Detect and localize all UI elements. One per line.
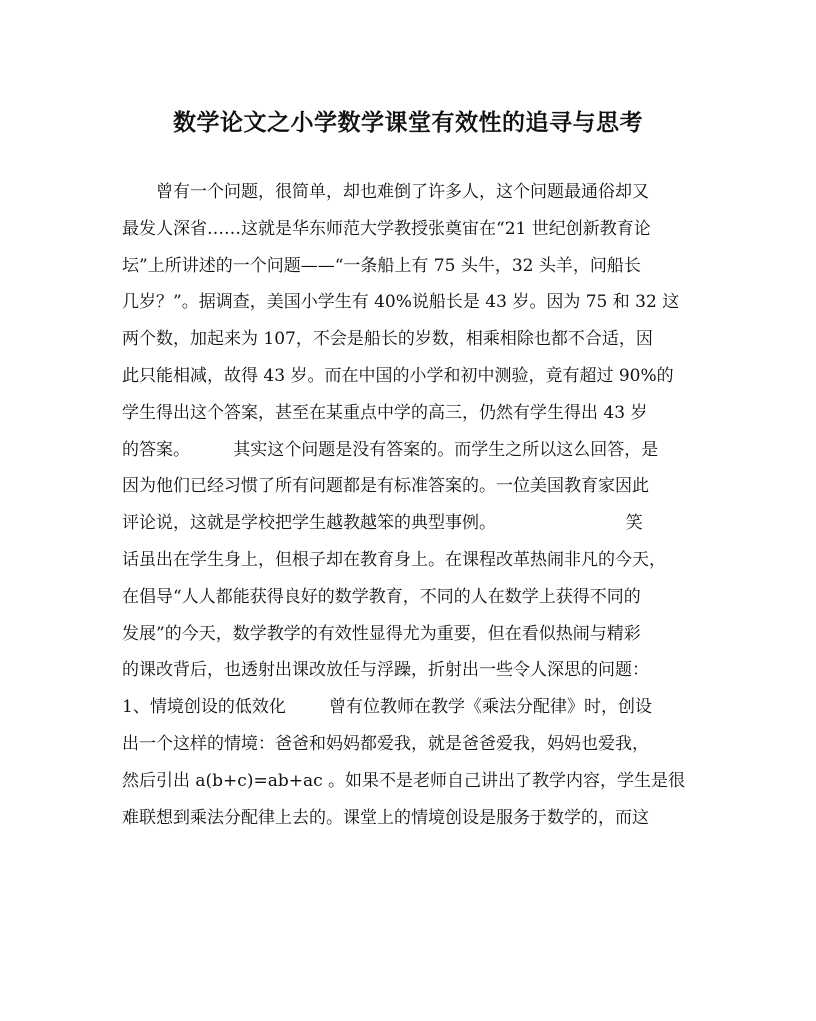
body-line xyxy=(122,174,697,211)
body-line xyxy=(122,211,697,248)
body-line xyxy=(122,800,697,837)
document-body xyxy=(122,174,697,924)
body-line xyxy=(122,689,697,726)
body-line xyxy=(122,579,697,616)
body-line xyxy=(122,468,697,505)
body-line-text: 此只能相减，故得 43 岁。而在中国的小学和初中测验，竟有超过 90%的 xyxy=(122,365,674,386)
body-line xyxy=(122,763,697,800)
body-line xyxy=(122,505,697,542)
body-line xyxy=(122,616,697,653)
body-line-text: 坛”上所讲述的一个问题——“一条船上有 75 头牛，32 头羊，问船长 xyxy=(122,255,641,276)
body-line xyxy=(122,358,697,395)
body-line-text: 两个数，加起来为 107，不会是船长的岁数，相乘相除也都不合适，因 xyxy=(122,329,653,350)
body-line-text: 的答案。 其实这个问题是没有答案的。而学生之所以这么回答，是 xyxy=(122,439,659,460)
body-line-text: 曾有一个问题，很简单，却也难倒了许多人，这个问题最通俗却又 xyxy=(156,182,649,202)
body-line-text: 学生得出这个答案，甚至在某重点中学的高三，仍然有学生得出 43 岁 xyxy=(122,402,648,423)
body-line-text: 然后引出 a(b+c)=ab+ac 。如果不是老师自己讲出了教学内容，学生是很 xyxy=(122,770,686,791)
body-line-text: 的课改背后，也透射出课改放任与浮躁，折射出一些令人深思的问题： xyxy=(122,660,649,681)
body-line-text: 评论说，这就是学校把学生越教越笨的典型事例。 笑 xyxy=(122,513,643,534)
body-line xyxy=(122,542,697,579)
body-line-text: 话虽出在学生身上，但根子却在教育身上。在课程改革热闹非凡的今天， xyxy=(122,549,666,570)
body-line xyxy=(122,248,697,285)
body-line xyxy=(122,652,697,689)
body-line-text: 发展”的今天，数学教学的有效性显得尤为重要，但在看似热闹与精彩 xyxy=(122,623,641,644)
body-line xyxy=(122,284,697,321)
body-line-text: 难联想到乘法分配律上去的。课堂上的情境创设是服务于数学的，而这 xyxy=(122,807,649,828)
body-line xyxy=(122,395,697,432)
document-title: 数学论文之小学数学课堂有效性的追寻与思考 xyxy=(173,109,643,136)
body-line-text: 因为他们已经习惯了所有问题都是有标准答案的。一位美国教育家因此 xyxy=(122,476,649,497)
body-line xyxy=(122,726,697,763)
body-line xyxy=(122,432,697,469)
body-line xyxy=(122,321,697,358)
body-line-text: 几岁？”。据调查，美国小学生有 40%说船长是 43 岁。因为 75 和 32 这 xyxy=(122,292,680,313)
body-line-text: 在倡导“人人都能获得良好的数学教育，不同的人在数学上获得不同的 xyxy=(122,586,641,607)
body-line-text: 1、情境创设的低效化 曾有位教师在教学《乘法分配律》时，创设 xyxy=(122,697,653,718)
body-line-text: 最发人深省……这就是华东师范大学教授张奠宙在“21 世纪创新教育论 xyxy=(122,218,651,239)
body-line-text: 出一个这样的情境：爸爸和妈妈都爱我，就是爸爸爱我，妈妈也爱我， xyxy=(122,733,649,754)
